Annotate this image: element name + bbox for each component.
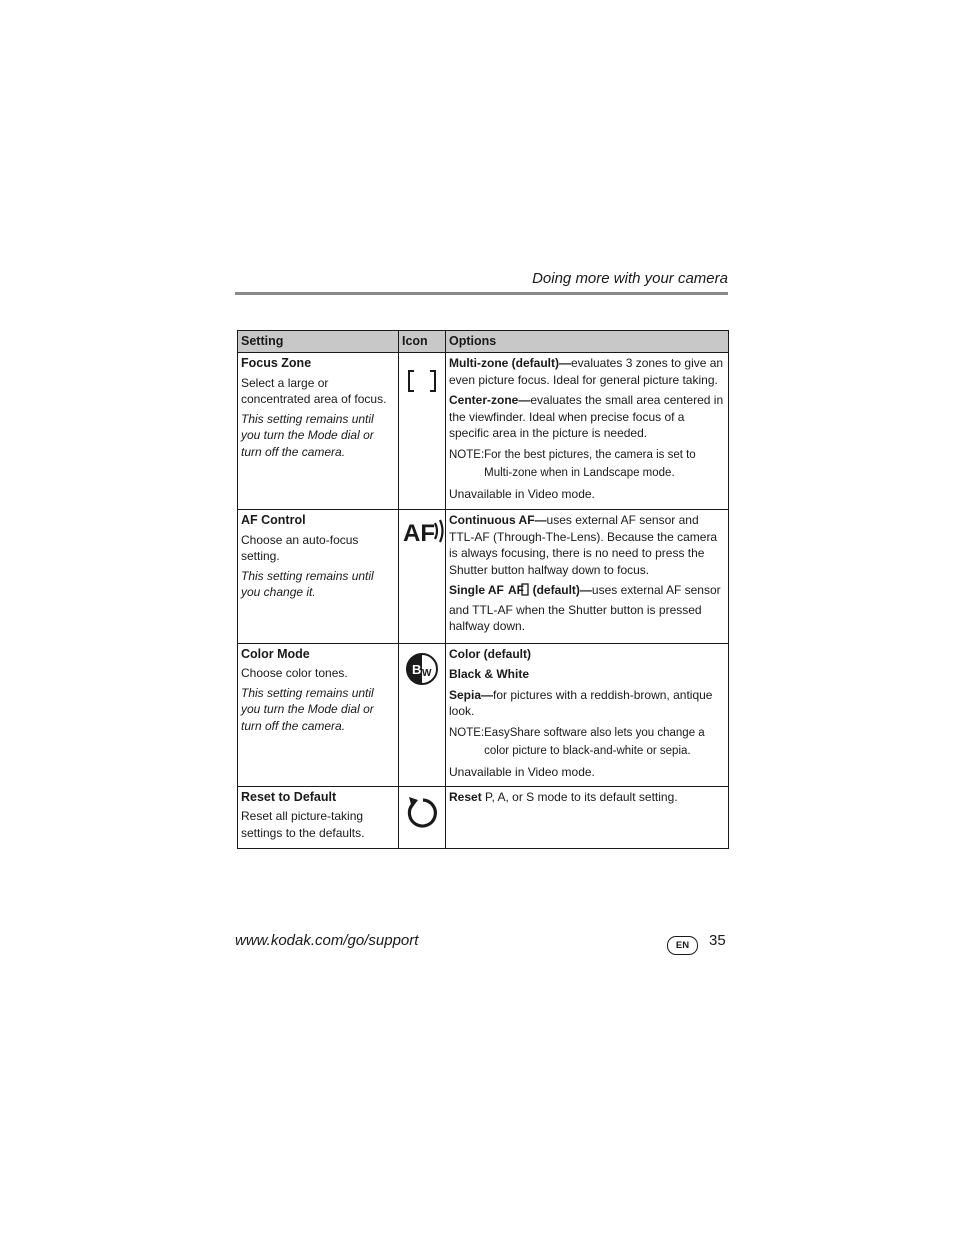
option-single-af: Single AF AF (default)—uses external AF sensor and TTL-AF when the Shutter button is pressed halfway down. bbox=[449, 583, 721, 633]
options-cell bbox=[446, 643, 729, 786]
table-row bbox=[238, 786, 729, 849]
icon-cell bbox=[399, 353, 446, 510]
icon-cell bbox=[399, 643, 446, 786]
table-row bbox=[238, 643, 729, 786]
continuous-af-icon bbox=[402, 516, 446, 551]
focus-zone-note: NOTE: For the best pictures, the camera is set to Multi-zone when in Landscape mode. bbox=[449, 448, 696, 479]
setting-description: Select a large or concentrated area of focus. bbox=[241, 375, 387, 406]
black-white-icon bbox=[405, 652, 439, 691]
single-af-icon bbox=[507, 582, 529, 602]
setting-persistence-note: This setting remains until you change it. bbox=[241, 568, 374, 599]
setting-description: Choose an auto-focus setting. bbox=[241, 532, 359, 563]
settings-table bbox=[237, 330, 729, 849]
option-reset: Reset P, A, or S mode to its default setting. bbox=[449, 789, 678, 804]
icon-cell bbox=[399, 786, 446, 849]
icon-cell bbox=[399, 510, 446, 644]
language-badge: EN bbox=[667, 936, 698, 955]
setting-name: Focus Zone bbox=[241, 356, 312, 370]
header-divider bbox=[235, 292, 728, 295]
options-cell bbox=[446, 510, 729, 644]
setting-description: Choose color tones. bbox=[241, 666, 348, 680]
setting-persistence-note: This setting remains until you turn the Mode dial or turn off the camera. bbox=[241, 411, 374, 459]
setting-name: Reset to Default bbox=[241, 789, 337, 804]
option-black-white: Black & White bbox=[449, 667, 530, 681]
options-cell bbox=[446, 786, 729, 849]
svg-text:W: W bbox=[422, 667, 432, 679]
focus-zone-bracket-icon bbox=[407, 369, 437, 398]
option-color: Color (default) bbox=[449, 646, 531, 661]
setting-cell bbox=[238, 786, 399, 849]
page-number: 35 bbox=[709, 932, 726, 949]
option-center-zone: Center-zone—evaluates the small area centered in the viewfinder. Ideal when precise focus of a specific area in the picture is needed. bbox=[449, 393, 724, 440]
options-cell bbox=[446, 353, 729, 510]
availability-note: Unavailable in Video mode. bbox=[449, 486, 595, 501]
column-header-options: Options bbox=[446, 331, 729, 353]
color-mode-note: NOTE: EasyShare software also lets you change a color picture to black-and-white or sepia. bbox=[449, 726, 705, 757]
setting-cell bbox=[238, 643, 399, 786]
option-continuous-af: Continuous AF—uses external AF sensor and TTL-AF (Through-The-Lens). Because the camera is always focusing, there is no need to press the Shutter button halfway down to focus. bbox=[449, 513, 718, 577]
svg-text:B: B bbox=[412, 661, 422, 677]
svg-text:AF: AF bbox=[508, 583, 525, 597]
column-header-setting: Setting bbox=[238, 331, 399, 353]
support-url: www.kodak.com/go/support bbox=[235, 932, 419, 949]
setting-persistence-note: This setting remains until you turn the Mode dial or turn off the camera. bbox=[241, 685, 374, 733]
setting-name: Color Mode bbox=[241, 646, 310, 661]
availability-note: Unavailable in Video mode. bbox=[449, 764, 595, 779]
column-header-icon: Icon bbox=[399, 331, 446, 353]
setting-name: AF Control bbox=[241, 513, 306, 527]
setting-description: Reset all picture-taking settings to the defaults. bbox=[241, 809, 365, 840]
reset-arrow-icon bbox=[404, 793, 440, 836]
option-sepia: Sepia—for pictures with a reddish-brown, antique look. bbox=[449, 687, 713, 718]
page-header-title: Doing more with your camera bbox=[532, 270, 728, 287]
table-header-row bbox=[238, 331, 729, 353]
option-multi-zone: Multi-zone (default)—evaluates 3 zones to give an even picture focus. Ideal for general picture taking. bbox=[449, 356, 724, 387]
table-row bbox=[238, 353, 729, 510]
table-row bbox=[238, 510, 729, 644]
setting-cell bbox=[238, 353, 399, 510]
setting-cell bbox=[238, 510, 399, 644]
svg-text:AF: AF bbox=[403, 520, 435, 546]
